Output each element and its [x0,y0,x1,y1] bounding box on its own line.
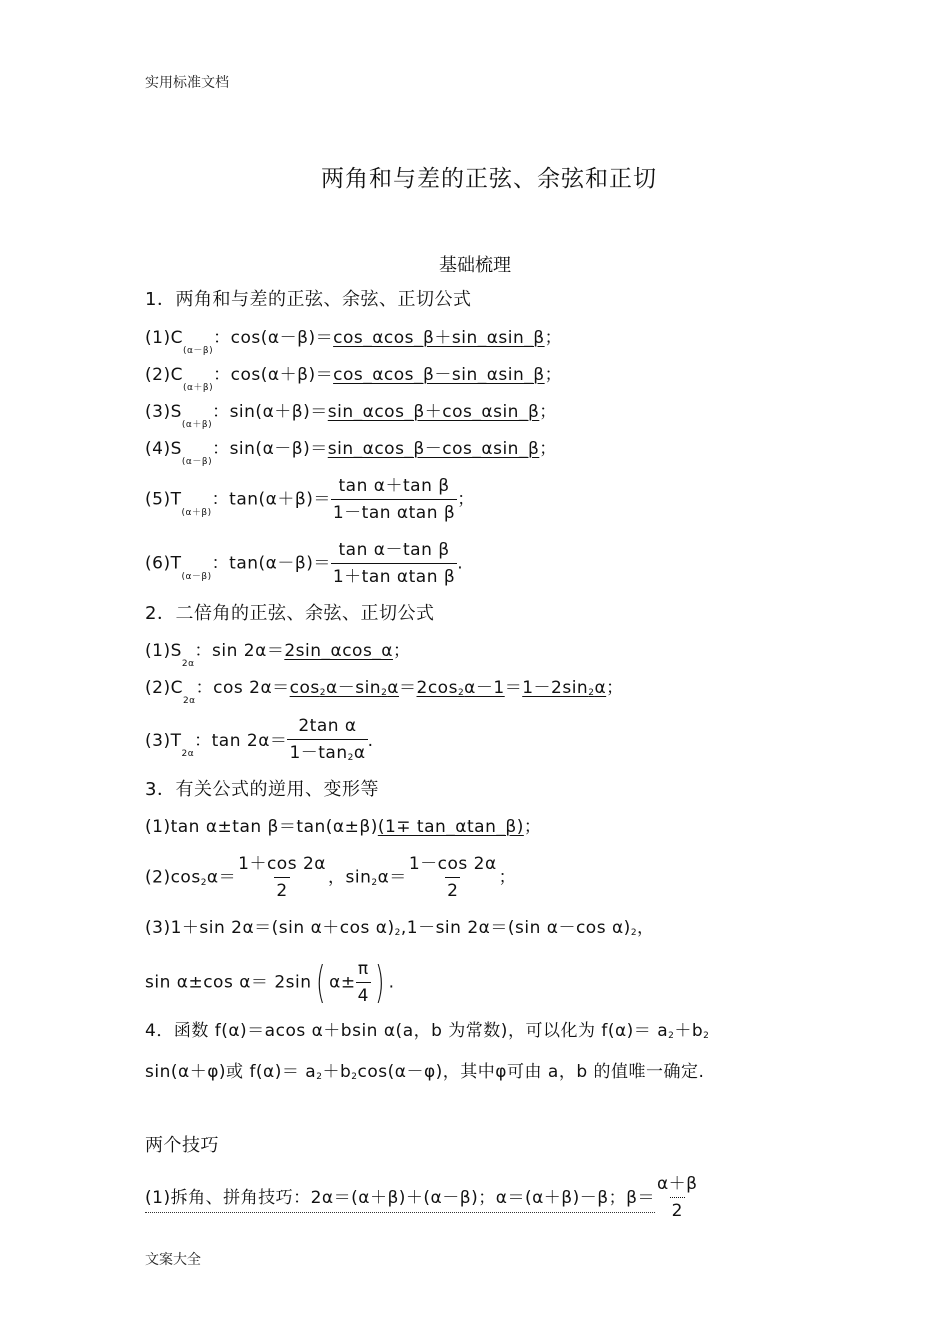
formula-s-minus: $(4)S_{(\alpha-\beta)}$：sin(α－β)＝sin_αcos_β－cos_αsin_β； [145,439,557,467]
section-1-heading: 1．两角和与差的正弦、余弦、正切公式 [145,289,472,310]
formula-auxiliary-angle: sin α±cos α＝ 2sin( α± $\frac{\pi}{4}$ ) . [145,956,395,1008]
fraction: $\frac{1-\cos 2\alpha}{2}$ [408,854,497,901]
formula-c-minus: $(1)C_{(\alpha-\beta)}$：cos(α－β)＝cos_αcos_β＋sin_αsin_β； [145,328,563,356]
answer: 2cos2α－1 [416,678,505,698]
formula-sin-square-expand: (3)1＋sin 2α＝(sin α＋cos α)2,1－sin 2α＝(sin α－cos α)2， [145,918,655,938]
formula-t-minus: $(6)T_{(\alpha-\beta)}$：tan(α－β)＝ $\frac{\text{tan α－tan β}}{\text{1＋tan αtan β}}$ . [145,540,464,587]
section-subtitle: 基础梳理 [439,255,511,276]
fraction: $\frac{\text{tan α－tan β}}{\text{1＋tan αtan β}}$ [332,540,456,587]
fraction: $\frac{1+\cos 2\alpha}{2}$ [238,854,326,901]
section-2-heading: 2．二倍角的正弦、余弦、正切公式 [145,603,435,624]
fraction: $\frac{\pi}{4}$ [357,959,369,1006]
answer: (1∓ tan_αtan_β) [377,817,524,837]
page-header: 实用标准文档 [145,75,229,91]
page-footer: 文案大全 [145,1252,201,1268]
section-4-line-1: 4．函数 f(α)＝acos α＋bsin α(a，b 为常数)，可以化为 f(α)＝ a2＋b2 [145,1021,710,1041]
formula-c-plus: $(2)C_{(\alpha+\beta)}$：cos(α＋β)＝cos_αcos_β－sin_αsin_β； [145,365,563,393]
page-title: 两角和与差的正弦、余弦和正切 [321,166,657,192]
answer: sin_αcos_β－cos_αsin_β [327,439,540,459]
formula-t-plus: $(5)T_{(\alpha+\beta)}$：tan(α＋β)＝ $\frac{\text{tan α＋tan β}}{\text{1－tan αtan β}}$ ； [145,476,475,523]
formula-sin-double: $(1)S_{2\alpha}$：sin 2α＝2sin_αcos_α； [145,641,411,669]
section-3-heading: 3．有关公式的逆用、变形等 [145,779,379,800]
formula-cos-double: $(2)C_{2\alpha}$：cos 2α＝cos2α－sin2α＝2cos2α－1＝1－2sin2α； [145,678,624,706]
section-4-line-2: sin(α＋φ)或 f(α)＝ a2＋b2cos(α－φ)，其中φ可由 a，b 的值唯一确定. [145,1062,705,1082]
answer: 1－2sin2α [522,678,607,698]
answer: 2sin_αcos_α [284,641,394,661]
formula-tan-sum-inverse: (1)tan α±tan β＝tan(α±β)(1∓ tan_αtan_β)； [145,817,542,837]
technique-split-angle: (1)拆角、拼角技巧：2α＝(α＋β)＋(α－β)；α＝(α＋β)－β；β＝ $\frac{\alpha+\beta}{2}$ [145,1174,698,1221]
right-paren-icon: ) [374,956,385,1008]
formula-s-plus: $(3)S_{(\alpha+\beta)}$：sin(α＋β)＝sin_αcos_β＋cos_αsin_β； [145,402,557,430]
section-5-heading: 两个技巧 [145,1135,219,1156]
answer: cos_αcos_β－sin_αsin_β [333,365,545,385]
fraction: $\frac{\text{tan α＋tan β}}{\text{1－tan αtan β}}$ [332,476,456,523]
answer: cos2α－sin2α [289,678,400,698]
formula-tan-double: $(3)T_{2\alpha}$：tan 2α＝ $\frac{\text{2tan α}}{1-\tan 2\alpha}$ . [145,715,373,767]
formula-power-reduction: (2)cos2α＝ $\frac{1+\cos 2\alpha}{2}$ ，sin2α＝ $\frac{1-\cos 2\alpha}{2}$ ； [145,854,517,901]
answer: cos_αcos_β＋sin_αsin_β [333,328,545,348]
answer: sin_αcos_β＋cos_αsin_β [327,402,540,422]
fraction: $\frac{\alpha+\beta}{2}$ [656,1174,698,1221]
fraction: $\frac{\text{2tan α}}{1-\tan 2\alpha}$ [287,715,367,767]
left-paren-icon: ( [315,956,326,1008]
